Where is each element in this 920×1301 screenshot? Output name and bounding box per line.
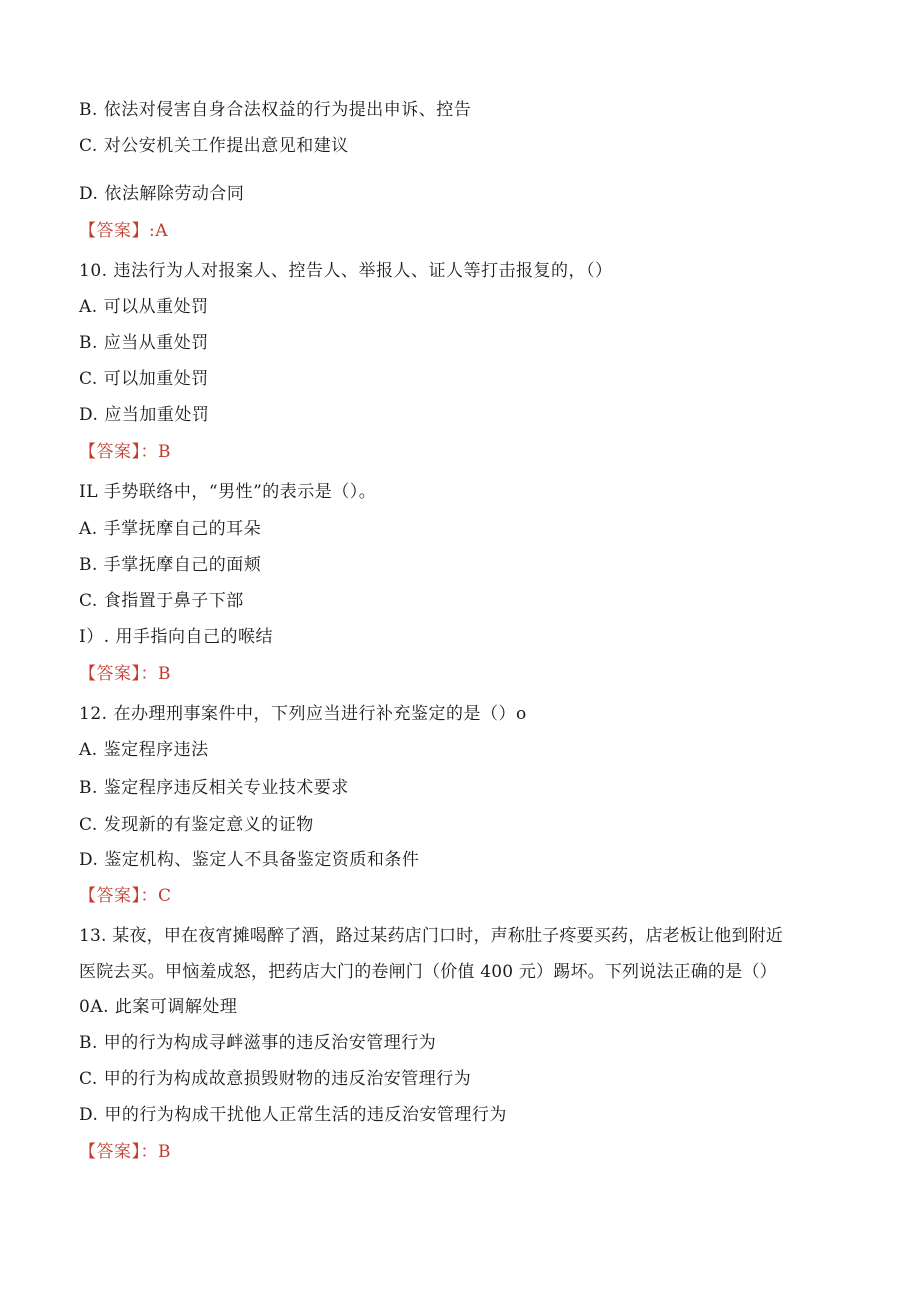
option-a: A. 手掌抚摩自己的耳朵 xyxy=(79,519,262,539)
option-c: C. 对公安机关工作提出意见和建议 xyxy=(79,136,349,156)
option-d: D. 应当加重处罚 xyxy=(79,405,210,425)
option-d: I）. 用手指向自己的喉结 xyxy=(79,627,274,647)
option-b: B. 甲的行为构成寻衅滋事的违反治安管理行为 xyxy=(79,1033,437,1053)
option-c: C. 食指置于鼻子下部 xyxy=(79,591,244,611)
question-11: IL 手势联络中，“男性”的表示是（）。 xyxy=(79,482,377,502)
option-b: B. 依法对侵害自身合法权益的行为提出申诉、控告 xyxy=(79,100,472,120)
question-13: 13. 某夜，甲在夜宵摊喝醉了酒，路过某药店门口时，声称肚子疼要买药，店老板让他到附近 xyxy=(79,926,784,946)
option-d: D. 依法解除劳动合同 xyxy=(79,184,245,204)
question-12: 12. 在办理刑事案件中，下列应当进行补充鉴定的是（）o xyxy=(79,704,527,724)
question-10: 10. 违法行为人对报案人、控告人、举报人、证人等打击报复的，（） xyxy=(79,261,613,281)
question-13-continued: 医院去买。甲恼羞成怒，把药店大门的卷闸门（价值 400 元）踢坏。下列说法正确的是（） xyxy=(79,962,777,982)
option-b: B. 手掌抚摩自己的面颊 xyxy=(79,555,262,575)
answer-label: 【答案】：B xyxy=(79,442,171,462)
option-b: B. 应当从重处罚 xyxy=(79,333,209,353)
option-d: D. 鉴定机构、鉴定人不具备鉴定资质和条件 xyxy=(79,850,420,870)
answer-label: 【答案】：B xyxy=(79,664,171,684)
option-b: B. 鉴定程序违反相关专业技术要求 xyxy=(79,778,349,798)
option-a: 0A. 此案可调解处理 xyxy=(79,997,238,1017)
option-d: D. 甲的行为构成干扰他人正常生活的违反治安管理行为 xyxy=(79,1105,507,1125)
option-c: C. 发现新的有鉴定意义的证物 xyxy=(79,815,314,835)
answer-label: 【答案】：B xyxy=(79,1142,171,1162)
answer-label: 【答案】:A xyxy=(79,221,169,241)
option-c: C. 甲的行为构成故意损毁财物的违反治安管理行为 xyxy=(79,1069,472,1089)
option-a: A. 鉴定程序违法 xyxy=(79,740,209,760)
option-a: A. 可以从重处罚 xyxy=(79,297,209,317)
option-c: C. 可以加重处罚 xyxy=(79,369,209,389)
answer-label: 【答案】：C xyxy=(79,886,172,906)
